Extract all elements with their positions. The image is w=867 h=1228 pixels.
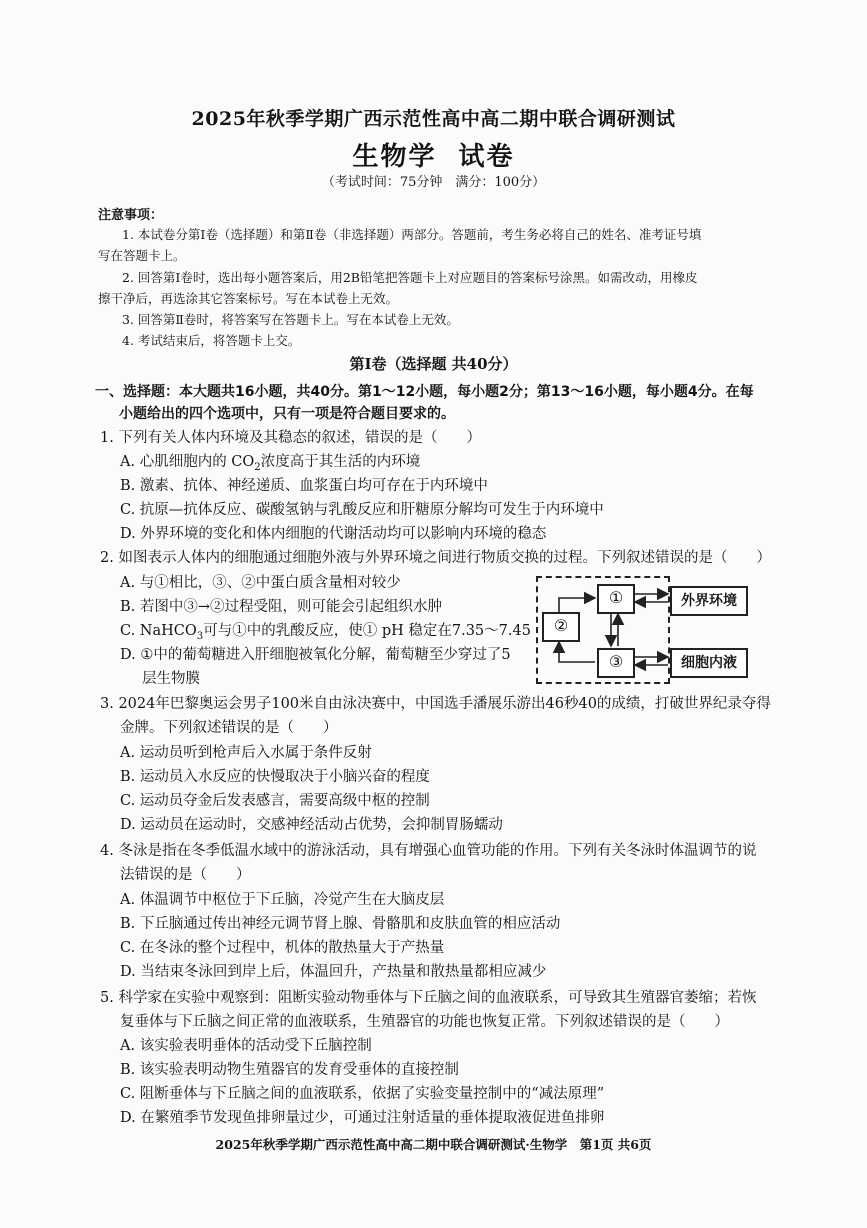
diagram-arrows: [532, 574, 772, 686]
q1-option-d: D. 外界环境的变化和体内细胞的代谢活动均可以影响内环境的稳态: [120, 526, 547, 542]
notice-item-4: 4. 考试结束后，将答题卡上交。: [122, 333, 301, 348]
q4-stem: 4. 冬泳是指在冬季低温水域中的游泳活动，具有增强心血管功能的作用。下列有关冬泳时体温调节的说: [100, 843, 757, 859]
paper-label: 试卷: [458, 142, 515, 172]
q1-option-a: A. 心肌细胞内的 $CO_2$浓度高于其生活的内环境: [120, 454, 421, 473]
q4-option-a: A. 体温调节中枢位于下丘脑，冷觉产生在大脑皮层: [120, 892, 445, 908]
diagram-node-1: ①: [597, 584, 635, 614]
subject-title: [0, 136, 867, 173]
q3-option-d: D. 运动员在运动时，交感神经活动占优势，会抑制胃肠蠕动: [120, 817, 503, 833]
arrow-2-to-1: [559, 598, 595, 612]
q5-option-a: A. 该实验表明垂体的活动受下丘脑控制: [120, 1038, 372, 1054]
q1-stem: 1. 下列有关人体内环境及其稳态的叙述，错误的是（ ）: [100, 430, 481, 446]
body-fluid-diagram: [532, 574, 772, 686]
q2-option-a: A. 与①相比，③、②中蛋白质含量相对较少: [120, 575, 401, 591]
q1-option-c: C. 抗原—抗体反应、碳酸氢钠与乳酸反应和肝糖原分解均可发生于内环境中: [120, 502, 604, 518]
notice-item-2-cont: 擦干净后，再选涂其它答案标号。写在本试卷上无效。: [98, 291, 399, 306]
q2-stem: 2. 如图表示人体内的细胞通过细胞外液与外界环境之间进行物质交换的过程。下列叙述错误的是（ ）: [100, 550, 771, 566]
q2-option-b: B. 若图中③→②过程受阻，则可能会引起组织水肿: [120, 599, 443, 615]
notice-item-2: 2. 回答第Ⅰ卷时，选出每小题答案后，用2B铅笔把答题卡上对应题目的答案标号涂黑。如需改动，用橡皮: [122, 270, 698, 285]
notice-item-3: 3. 回答第Ⅱ卷时，将答案写在答题卡上。写在本试卷上无效。: [122, 312, 459, 327]
diagram-node-2: ②: [542, 612, 580, 642]
q4-stem-cont: 法错误的是（ ）: [120, 867, 251, 883]
q3-option-c: C. 运动员夺金后发表感言，需要高级中枢的控制: [120, 793, 430, 809]
diagram-external-env: 外界环境: [670, 586, 748, 616]
q5-stem-cont: 复垂体与下丘脑之间正常的血液联系，生殖器官的功能也恢复正常。下列叙述错误的是（ ）: [120, 1014, 729, 1030]
q4-option-c: C. 在冬泳的整个过程中，机体的散热量大于产热量: [120, 940, 445, 956]
q4-option-b: B. 下丘脑通过传出神经元调节肾上腺、骨骼肌和皮肤血管的相应活动: [120, 916, 561, 932]
q3-option-a: A. 运动员听到枪声后入水属于条件反射: [120, 745, 372, 761]
q4-option-d: D. 当结束冬泳回到岸上后，体温回升，产热量和散热量都相应减少: [120, 964, 547, 980]
section-title: 第Ⅰ卷（选择题 共40分）: [349, 355, 518, 373]
q5-option-b: B. 该实验表明动物生殖器官的发育受垂体的直接控制: [120, 1062, 459, 1078]
q3-stem-cont: 金牌。下列叙述错误的是（ ）: [120, 720, 338, 736]
q5-option-c: C. 阻断垂体与下丘脑之间的血液联系，依据了实验变量控制中的“减法原理”: [120, 1086, 605, 1102]
subject-name: 生物学: [352, 142, 437, 172]
arrow-3-to-2: [559, 642, 595, 662]
exam-title: 2025年秋季学期广西示范性高中高二期中联合调研测试: [191, 108, 676, 130]
q1-option-b: B. 激素、抗体、神经递质、血浆蛋白均可存在于内环境中: [120, 478, 488, 494]
notice-heading: 注意事项：: [98, 208, 164, 223]
q2-option-d: D. ①中的葡萄糖进入肝细胞被氧化分解，葡萄糖至少穿过了5: [120, 647, 511, 663]
page-footer: 2025年秋季学期广西示范性高中高二期中联合调研测试·生物学 第1页 共6页: [215, 1137, 652, 1152]
q5-option-d: D. 在繁殖季节发现鱼排卵量过少，可通过注射适量的垂体提取液促进鱼排卵: [120, 1110, 605, 1126]
q2-option-c: C. NaHCO$_3$可与①中的乳酸反应，使① pH 稳定在7.35～7.45: [120, 623, 531, 642]
time-info: （考试时间：75分钟 满分：100分）: [321, 175, 546, 190]
section-instruction-cont: 小题给出的四个选项中，只有一项是符合题目要求的。: [119, 406, 455, 422]
q2-option-d-cont: 层生物膜: [142, 671, 200, 687]
q5-stem: 5. 科学家在实验中观察到：阻断实验动物垂体与下丘脑之间的血液联系，可导致其生殖器官萎缩；若恢: [100, 990, 757, 1006]
q3-option-b: B. 运动员入水反应的快慢取决于小脑兴奋的程度: [120, 769, 430, 785]
notice-item-1-cont: 写在答题卡上。: [98, 248, 186, 263]
diagram-intracellular: 细胞内液: [670, 648, 748, 678]
diagram-node-3: ③: [597, 648, 635, 678]
notice-item-1: 1. 本试卷分第Ⅰ卷（选择题）和第Ⅱ卷（非选择题）两部分。答题前，考生务必将自己的姓名、准考证号填: [122, 227, 702, 242]
q3-stem: 3. 2024年巴黎奥运会男子100米自由泳决赛中，中国选手潘展乐游出46秒40的成绩，打破世界纪录夺得: [100, 696, 771, 712]
section-instruction: 一、选择题：本大题共16小题，共40分。第1～12小题，每小题2分；第13～16小题，每小题4分。在每: [95, 384, 754, 400]
